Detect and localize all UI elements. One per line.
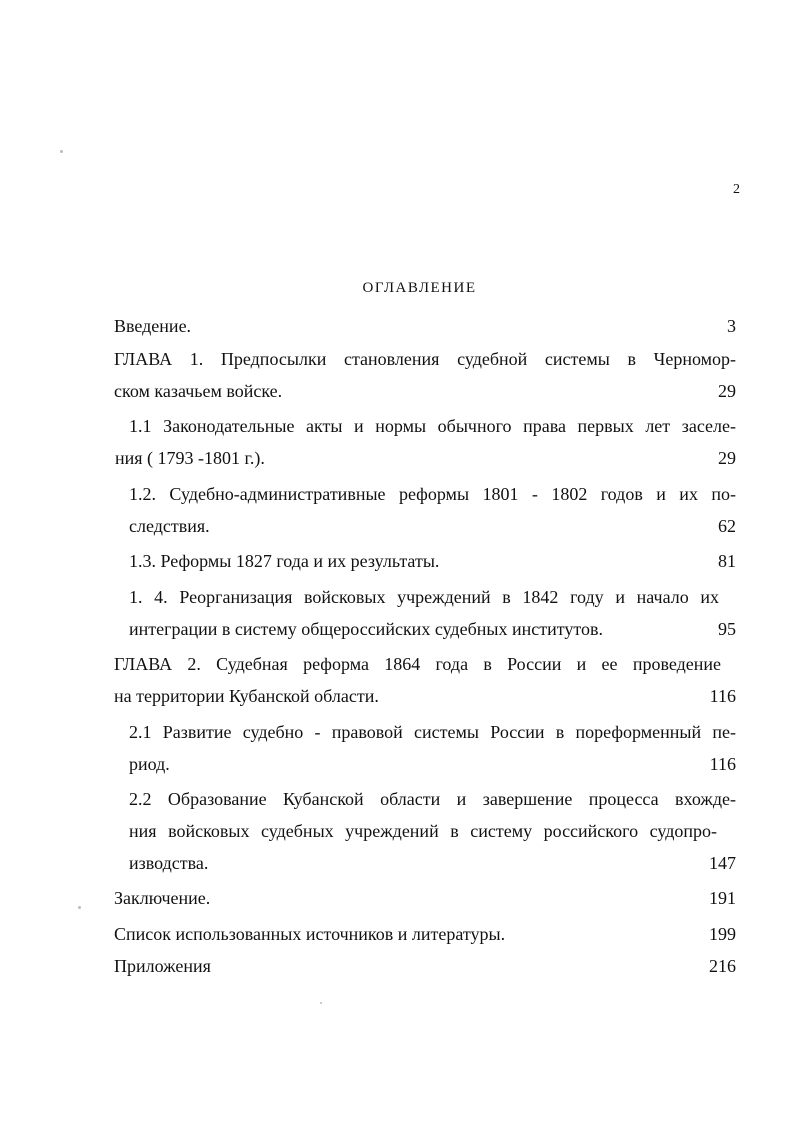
toc-entry-page: 216 bbox=[709, 956, 736, 976]
toc-entry-page: 81 bbox=[718, 551, 736, 571]
toc-entry-page: 116 bbox=[709, 754, 736, 774]
scan-speck bbox=[78, 906, 81, 909]
toc-title: ОГЛАВЛЕНИЕ bbox=[362, 280, 477, 296]
toc-entry-text: Заключение. bbox=[114, 888, 211, 908]
toc-entry-page: 95 bbox=[718, 619, 736, 639]
toc-entry-chapter-2[interactable] bbox=[114, 648, 736, 712]
toc-entry-page: 62 bbox=[718, 516, 736, 536]
toc-entry-text: Введение. bbox=[114, 316, 192, 336]
toc-entry-introduction[interactable] bbox=[114, 310, 736, 342]
toc-entry-section-1-3[interactable] bbox=[129, 545, 736, 577]
toc-entry-text: Список использованных источников и литературы. bbox=[114, 924, 506, 944]
toc-entry-text: 1.2. Судебно-административные реформы 1801 - 1802 годов и их по- bbox=[129, 484, 736, 504]
toc-entry-section-2-1[interactable] bbox=[129, 716, 736, 780]
toc-entry-page: 199 bbox=[709, 924, 736, 944]
toc-entry-text: следствия. bbox=[129, 516, 210, 536]
toc-entry-page: 29 bbox=[718, 448, 736, 468]
toc-entry-text: интеграции в систему общероссийских судебных институтов. bbox=[129, 619, 603, 639]
toc-entry-text: ния войсковых судебных учреждений в систему российского судопро- bbox=[129, 821, 717, 841]
toc-entry-text: изводства. bbox=[129, 853, 209, 873]
toc-entry-text: 1.3. Реформы 1827 года и их результаты. bbox=[129, 551, 440, 571]
toc-entry-chapter-1[interactable] bbox=[114, 343, 736, 407]
toc-entry-page: 191 bbox=[709, 888, 736, 908]
toc-entry-bibliography[interactable] bbox=[114, 918, 736, 950]
toc-entry-text: на территории Кубанской области. bbox=[114, 686, 379, 706]
toc-entry-text: ния ( 1793 -1801 г.). bbox=[115, 448, 265, 468]
toc-entry-appendices[interactable] bbox=[114, 950, 736, 982]
toc-entry-section-1-2[interactable] bbox=[129, 478, 736, 542]
toc-entry-text: ГЛАВА 1. Предпосылки становления судебной системы в Черномор- bbox=[114, 349, 736, 369]
toc-entry-section-1-1[interactable] bbox=[115, 410, 736, 474]
toc-entry-page: 147 bbox=[709, 853, 736, 873]
toc-entry-page: 3 bbox=[727, 316, 736, 336]
toc-entry-page: 29 bbox=[718, 381, 736, 401]
toc-entry-text: риод. bbox=[129, 754, 170, 774]
toc-entry-text: 1.1 Законодательные акты и нормы обычного права первых лет заселе- bbox=[129, 416, 736, 436]
toc-entry-text: 2.2 Образование Кубанской области и завершение процесса вхожде- bbox=[129, 789, 736, 809]
toc-entry-text: ГЛАВА 2. Судебная реформа 1864 года в России и ее проведение bbox=[114, 654, 721, 674]
toc-entry-text: Приложения bbox=[114, 956, 211, 976]
toc-entry-text: 2.1 Развитие судебно - правовой системы России в пореформенный пе- bbox=[129, 722, 736, 742]
toc-entry-section-1-4[interactable] bbox=[129, 581, 736, 645]
toc-entry-text: 1. 4. Реорганизация войсковых учреждений в 1842 году и начало их bbox=[129, 587, 719, 607]
scan-speck bbox=[320, 1002, 322, 1004]
toc-entry-section-2-2[interactable] bbox=[129, 783, 736, 879]
toc-entry-text: ском казачьем войске. bbox=[114, 381, 283, 401]
toc-entry-page: 116 bbox=[709, 686, 736, 706]
page-number: 2 bbox=[733, 182, 740, 197]
toc-entry-conclusion[interactable] bbox=[114, 882, 736, 914]
scan-speck bbox=[60, 150, 63, 153]
